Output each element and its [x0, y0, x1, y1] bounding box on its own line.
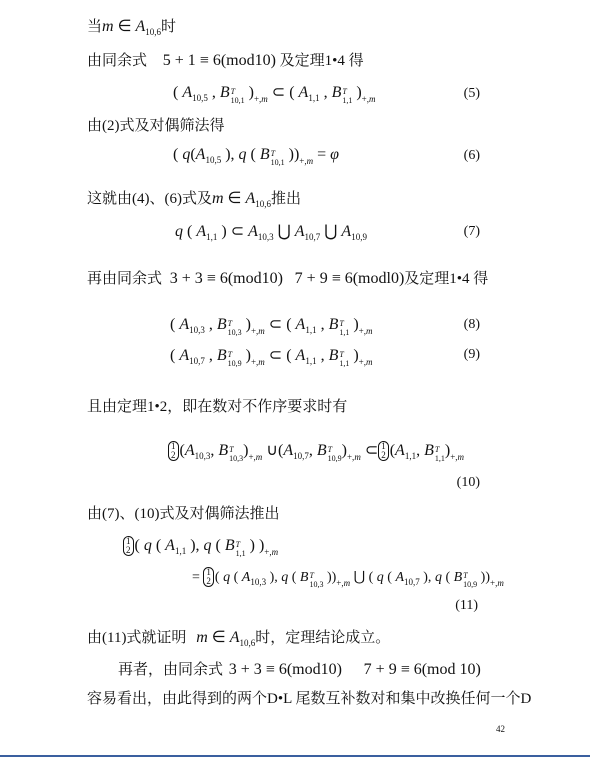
line-15: [87, 629, 390, 647]
equation-number: (5): [463, 86, 480, 101]
equation-10: 1 2 ($A_{10,3}$, B T 10,3 )$_{+,m}$ $\cup(A_{10,7}$, B T 10,9 )$_{+,m}$ ⊂ 1 2 ($A_{1,1}$, B T 1,1 )$_{+,m}$: [168, 441, 464, 463]
fraction-half: 1 2: [168, 441, 179, 461]
equation-number: (6): [463, 148, 480, 163]
line-13: 由(7)、(10)式及对偶筛法推出: [87, 506, 280, 522]
line-1: [87, 18, 176, 36]
line-8: [87, 270, 488, 288]
text: 由同余式: [87, 53, 148, 69]
line-2: [87, 52, 364, 70]
equation-9: ( $A_{10,7}$ , B T 10,9 )$_{+,m}$ ⊂ ( $A_{1,1}$ , B T 1,1 )$_{+,m}$: [170, 347, 373, 368]
line-16: [118, 661, 481, 679]
line-6: [87, 190, 301, 208]
text: 时: [161, 19, 177, 35]
fraction-half: 1 2: [203, 567, 214, 587]
fraction-half: 1 2: [378, 441, 389, 461]
page-number: 42: [496, 724, 505, 734]
equation-8: ( $A_{10,3}$ , B T 10,3 )$_{+,m}$ ⊂ ( $A_{1,1}$ , B T 1,1 )$_{+,m}$: [170, 316, 373, 337]
math-inline: m ∈ $A_{10,6}$: [102, 18, 162, 37]
equation-number: (7): [463, 224, 480, 239]
line-17: 容易看出，由此得到的两个D•L 尾数互补数对和集中改换任何一个D: [87, 691, 532, 707]
equation-6: ( $q(A_{10,5}$ ), q ( B T 10,1 ))$_{+,m} = \varphi$: [173, 146, 339, 167]
text: 由(11)式就证明: [87, 630, 187, 646]
equation-11-line-2: = 1 2 ( q ( $A_{10,3}$ ), q ( B T 10,3 ))$_{+,m}$ ⋃ ( q ( $A_{10,7}$ ), q ( B T 10,9 ))$_{+,m}$: [192, 567, 504, 589]
text: 这就由(4)、(6)式及: [87, 191, 212, 207]
congruence: 5 + 1 ≡ 6(mod10): [162, 52, 276, 69]
equation-7: q ( $A_{1,1}$ ) ⊂ $A_{10,3}$ ⋃ $A_{10,7}$ ⋃ $A_{10,9}$: [175, 223, 367, 242]
equation-number: (9): [463, 347, 480, 362]
text: 当: [87, 19, 103, 35]
math-inline: m ∈ $A_{10,6}$: [196, 629, 256, 648]
footer-rule: [0, 755, 590, 757]
text: 再由同余式: [87, 271, 163, 287]
text: 再者，由同余式: [118, 662, 224, 678]
math-inline: m ∈ $A_{10,6}$: [211, 190, 272, 209]
empty-set: φ: [330, 146, 339, 163]
line-11: 且由定理1•2，即在数对不作序要求时有: [87, 399, 348, 415]
equation-11-line-1: 1 2 ( q ( $A_{1,1}$ ), q ( B T 1,1 ) )$_{+,m}$: [123, 536, 278, 558]
congruence: 7 + 9 ≡ 6(mod 10): [363, 661, 481, 678]
congruence: 7 + 9 ≡ 6(modl0): [294, 270, 405, 287]
text: 及定理1•4 得: [404, 271, 489, 287]
line-4: 由(2)式及对偶筛法得: [87, 118, 225, 134]
equation-number: (8): [463, 317, 480, 332]
fraction-half: 1 2: [123, 536, 134, 556]
text: 推出: [271, 191, 302, 207]
equation-number: (11): [455, 598, 478, 613]
congruence: 3 + 3 ≡ 6(mod10): [169, 270, 283, 287]
equation-number: (10): [456, 475, 480, 490]
congruence: 3 + 3 ≡ 6(mod10): [228, 661, 342, 678]
equation-5: ( $A_{10,5}$ , B T 10,1 )$_{+,m}$ ⊂ ( $A_{1,1}$ , B T 1,1 )$_{+,m}$: [173, 84, 376, 105]
text: 时，定理结论成立。: [255, 630, 391, 646]
text: 及定理1•4 得: [279, 53, 364, 69]
